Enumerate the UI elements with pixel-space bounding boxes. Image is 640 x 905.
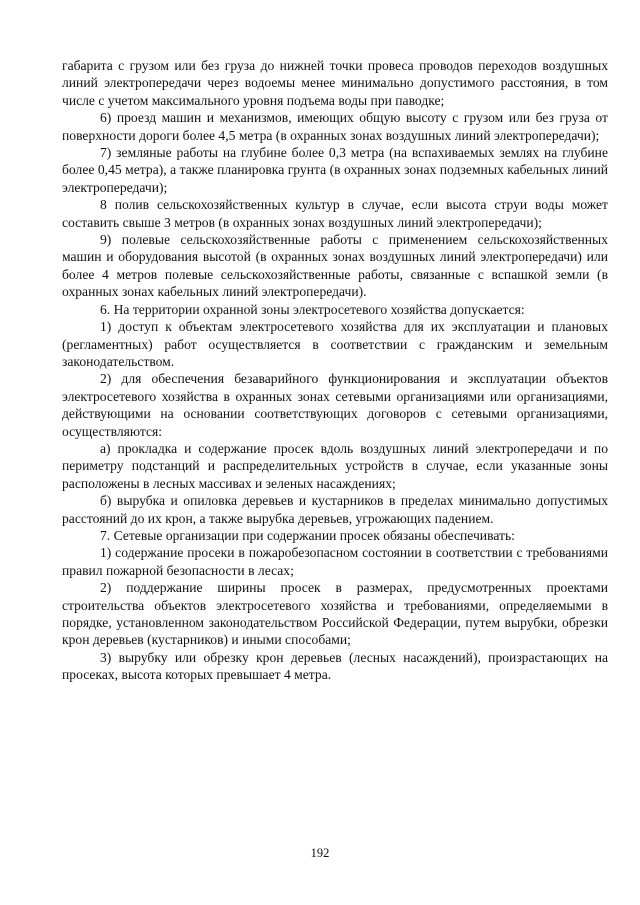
paragraph-section-6-item-2: 2) для обеспечения безаварийного функционирования и эксплуатации объектов электросетевого хозяйства в охранных зонах сетевыми организациями или организациями, действующими на основании соответствующих договоров с сетевыми организациями, осуществляются: [62,371,608,439]
paragraph-section-7-heading: 7. Сетевые организации при содержании просек обязаны обеспечивать: [100,527,515,543]
paragraph-item-8-irrigation: 8 полив сельскохозяйственных культур в случае, если высота струи воды может составить свыше 3 метров (в охранных зонах воздушных линий электропередачи); [62,197,608,230]
paragraph-item-9-field-works: 9) полевые сельскохозяйственные работы с применением сельскохозяйственных машин и оборудования высотой (в охранных зонах воздушных линий электропередачи) или более 4 метров полевые сельскохозяйственные работы, связанные с вспашкой земли (в охранных зонах кабельных линий электропередачи). [62,232,608,300]
paragraph-item-6-vehicles: 6) проезд машин и механизмов, имеющих общую высоту с грузом или без груза от поверхности дороги более 4,5 метра (в охранных зонах воздушных линий электропередачи); [62,110,608,143]
page-number: 192 [310,846,330,860]
paragraph-section-7-item-1: 1) содержание просеки в пожаробезопасном состоянии в соответствии с требованиями правил пожарной безопасности в лесах; [62,545,608,578]
body-text [62,57,608,684]
paragraph-section-6-item-1: 1) доступ к объектам электросетевого хозяйства для их эксплуатации и плановых (регламентных) работ осуществляется в соответствии с гражданским и земельным законодательством. [62,319,608,369]
paragraph-item-7-earthworks: 7) земляные работы на глубине более 0,3 метра (на вспахиваемых землях на глубине более 0,45 метра), а также планировка грунта (в охранных зонах подземных кабельных линий электропередачи); [62,145,608,195]
paragraph-continuation: габарита с грузом или без груза до нижней точки провеса проводов переходов воздушных линий электропередачи через водоемы менее минимально допустимого расстояния, в том числе с учетом максимального уровня подъема воды при паводке; [62,58,608,108]
paragraph-section-7-item-3: 3) вырубку или обрезку крон деревьев (лесных насаждений), произрастающих на просеках, высота которых превышает 4 метра. [62,649,608,683]
paragraph-section-7-item-2: 2) поддержание ширины просек в размерах, предусмотренных проектами строительства объектов электросетевого хозяйства и требованиями, определяемыми в порядке, установленном законодательством Российской Федерации, путем вырубки, обрезки крон деревьев (кустарников) и иными способами; [62,580,608,648]
paragraph-subitem-a: а) прокладка и содержание просек вдоль воздушных линий электропередачи и по периметру подстанций и распределительных устройств в случае, если указанные зоны расположены в лесных массивах и зеленых насаждениях; [62,440,608,491]
paragraph-subitem-b: б) вырубка и опиловка деревьев и кустарников в пределах минимально допустимых расстояний до их крон, а также вырубка деревьев, угрожающих падением. [62,493,608,526]
paragraph-section-6-heading: 6. На территории охранной зоны электросетевого хозяйства допускается: [100,301,525,317]
